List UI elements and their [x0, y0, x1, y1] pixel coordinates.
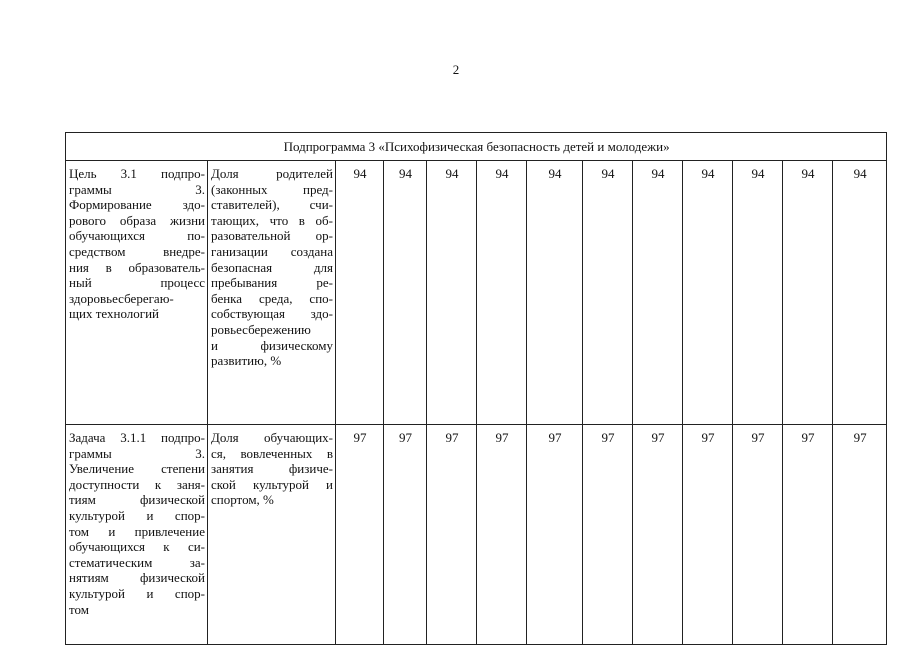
goal-text-line: стематическим за- [69, 554, 205, 570]
value-cell: 94 [683, 161, 733, 425]
goal-text-line: обучающихся по- [69, 228, 205, 244]
indicator-text-line: ставителей), счи- [211, 197, 333, 213]
goal-text-line: граммы 3. [69, 181, 205, 197]
goal-cell [66, 161, 208, 425]
indicator-text-line: ся, вовлеченных в [211, 445, 333, 461]
goal-text-line: тиям физической [69, 492, 205, 508]
subprogram-header-row [66, 133, 887, 161]
value-cell: 97 [783, 425, 833, 645]
value-cell: 94 [833, 161, 887, 425]
value-cell: 94 [336, 161, 384, 425]
indicator-cell [208, 161, 336, 425]
indicator-text-line: спортом, % [211, 492, 274, 508]
goal-text-line: средством внедре- [69, 243, 205, 259]
value-cell: 97 [833, 425, 887, 645]
indicator-cell [208, 425, 336, 645]
table-row [66, 161, 887, 425]
goal-text-line: нятиям физической [69, 570, 205, 586]
value-cell: 97 [384, 425, 427, 645]
value-cell: 97 [477, 425, 527, 645]
indicator-text-line: безопасная для [211, 259, 333, 275]
goal-text-line: Задача 3.1.1 подпро- [69, 430, 205, 445]
goal-text-line: культурой и спор- [69, 585, 205, 601]
table-row [66, 425, 887, 645]
value-cell: 97 [683, 425, 733, 645]
goal-text-line: том [69, 601, 89, 617]
value-cell: 97 [527, 425, 583, 645]
goal-cell [66, 425, 208, 645]
value-cell: 94 [384, 161, 427, 425]
goal-text-line: Цель 3.1 подпро- [69, 166, 205, 181]
goal-text-line: ный процесс [69, 275, 205, 291]
indicator-text-line: развитию, % [211, 353, 282, 369]
value-cell: 94 [783, 161, 833, 425]
value-cell: 94 [527, 161, 583, 425]
goal-text-line: доступности к заня- [69, 476, 205, 492]
value-cell: 94 [733, 161, 783, 425]
indicator-text-line: Доля обучающих- [211, 430, 333, 445]
indicator-text-line: ровьесбережению [211, 321, 311, 337]
page-number: 2 [452, 62, 460, 77]
indicator-text-line: тающих, что в об- [211, 212, 333, 228]
goal-text-line: рового образа жизни [69, 212, 205, 228]
indicator-text-line: бенка среда, спо- [211, 290, 333, 306]
value-cell: 97 [633, 425, 683, 645]
indicator-text-line: пребывания ре- [211, 275, 333, 291]
indicator-text-line: разовательной ор- [211, 228, 333, 244]
value-cell: 94 [633, 161, 683, 425]
goal-text-line: культурой и спор- [69, 507, 205, 523]
subprogram-title: Подпрограмма 3 «Психофизическая безопасность детей и молодежи» [66, 133, 887, 161]
indicator-text-line: собствующая здо- [211, 306, 333, 322]
value-cell: 97 [336, 425, 384, 645]
goal-text-line: граммы 3. [69, 445, 205, 461]
goal-text-line: том и привлечение [69, 523, 205, 539]
goal-text-line: Увеличение степени [69, 461, 205, 477]
goal-text-line: здоровьесберегаю- [69, 290, 174, 306]
value-cell: 94 [583, 161, 633, 425]
value-cell: 97 [583, 425, 633, 645]
value-cell: 97 [427, 425, 477, 645]
value-cell: 94 [477, 161, 527, 425]
indicator-text-line: ской культурой и [211, 476, 333, 492]
goal-text-line: Формирование здо- [69, 197, 205, 213]
indicator-text-line: (законных пред- [211, 181, 333, 197]
goal-text-line: щих технологий [69, 306, 160, 322]
goal-text-line: обучающихся к си- [69, 539, 205, 555]
indicator-text-line: и физическому [211, 337, 333, 353]
indicators-table [65, 132, 887, 645]
indicator-text-line: занятия физиче- [211, 461, 333, 477]
goal-text-line: ния в образователь- [69, 259, 205, 275]
indicator-text-line: ганизации создана [211, 243, 333, 259]
indicator-text-line: Доля родителей [211, 166, 333, 181]
value-cell: 97 [733, 425, 783, 645]
value-cell: 94 [427, 161, 477, 425]
